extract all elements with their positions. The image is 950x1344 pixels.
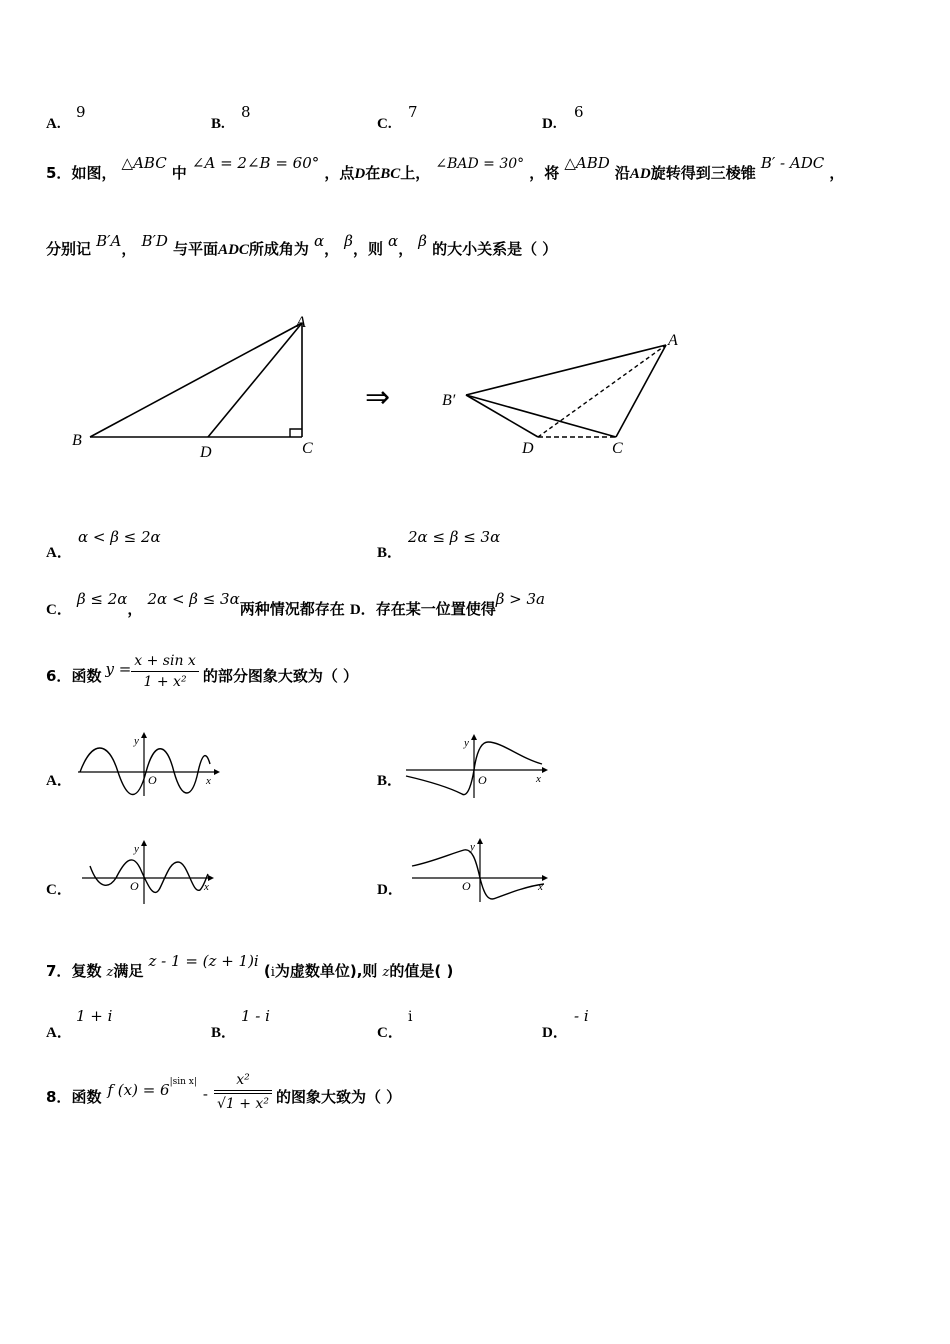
q4-option-d-label: D. bbox=[542, 116, 557, 132]
q5-option-a-label: A． bbox=[46, 545, 72, 561]
svg-text:y: y bbox=[470, 841, 475, 853]
svg-text:O: O bbox=[148, 773, 157, 787]
q6-number: 6． bbox=[46, 666, 72, 685]
q5-figure bbox=[60, 305, 700, 470]
q4-option-c-label: C. bbox=[377, 116, 392, 132]
svg-text:O: O bbox=[130, 879, 139, 893]
right-label-c: C bbox=[612, 440, 623, 457]
q4-option-b-value: 8 bbox=[241, 103, 251, 121]
svg-text:y: y bbox=[134, 735, 139, 747]
svg-text:O: O bbox=[462, 879, 471, 893]
q7-option-a-label: A． bbox=[46, 1025, 72, 1041]
svg-text:O: O bbox=[478, 773, 487, 787]
right-label-d: D bbox=[522, 440, 534, 457]
q5-figure-left bbox=[72, 314, 313, 461]
svg-text:y: y bbox=[134, 843, 139, 855]
q5-option-b: 2α ≤ β ≤ 3α bbox=[408, 528, 501, 546]
q6-fraction: $\frac{\text{x + sin x}}{\text{1 + x²}}$ bbox=[131, 653, 199, 690]
q6-graph-c-label: C． bbox=[46, 882, 72, 898]
q5-option-d-label: D． bbox=[349, 602, 376, 618]
q4-option-b-label: B. bbox=[211, 116, 225, 132]
q5-option-c-d-line: C． β ≤ 2α， 2α < β ≤ 3α两种情况都存在 D．存在某一位置使得β > 3a bbox=[46, 590, 545, 618]
left-label-a: A bbox=[296, 314, 306, 331]
q4-option-d-value: 6 bbox=[574, 103, 584, 121]
q7-number: 7． bbox=[46, 962, 72, 980]
q6-graph-b-label: B． bbox=[377, 773, 403, 789]
q5-option-b-label: B． bbox=[377, 545, 403, 561]
left-label-c: C bbox=[302, 440, 313, 457]
q6-stem: 6． 函数 y = $\frac{\text{x + sin x}}{\text{1 + x²}}$ 的部分图象大致为（ ） bbox=[46, 652, 359, 690]
q5-number: 5． bbox=[46, 164, 72, 182]
q6-graph-d-label: D． bbox=[377, 882, 403, 898]
left-label-b: B bbox=[72, 432, 82, 449]
right-label-b: B′ bbox=[442, 392, 456, 409]
q4-option-a-label: A. bbox=[46, 116, 61, 132]
svg-text:x: x bbox=[206, 775, 211, 787]
q7-option-b-label: B． bbox=[211, 1025, 237, 1041]
q4-option-a-value: 9 bbox=[76, 103, 86, 121]
q7-stem: 7．复数 z满足 z - 1 = (z + 1)i (i为虚数单位),则 z的值是( ) bbox=[46, 952, 454, 980]
q5-stem-line1: 5．如图， △ABC 中 ∠A = 2∠B = 60° ，点D在BC上， ∠BAD = 30° ，将 △ABD 沿AD旋转得到三棱锥 B′ - ADC ， bbox=[46, 154, 845, 182]
q7-option-c: i bbox=[408, 1009, 413, 1025]
q6-graph-c bbox=[78, 838, 228, 908]
svg-text:x: x bbox=[204, 881, 209, 893]
svg-text:x: x bbox=[536, 773, 541, 785]
q5-figure-right bbox=[442, 332, 678, 457]
q5-stem-line2: 分别记 B′A， B′D 与平面ADC所成角为 α， β，则 α， β 的大小关系是（ ） bbox=[46, 232, 558, 258]
q6-graph-a bbox=[74, 730, 224, 800]
q7-option-d-label: D． bbox=[542, 1025, 568, 1041]
q6-graph-a-label: A． bbox=[46, 773, 72, 789]
q5-option-c-label: C． bbox=[46, 602, 72, 618]
q8-stem: 8． 函数 f (x) = 6 |sin x| - $\frac{\text{x²}}{\text{√1 + x²}}$ 的图象大致为（ ） bbox=[46, 1072, 402, 1112]
transform-arrow-icon: ⇒ bbox=[365, 380, 391, 415]
q5-option-a: α < β ≤ 2α bbox=[78, 528, 161, 546]
q7-option-b: 1 - i bbox=[241, 1007, 270, 1025]
right-label-a: A bbox=[668, 332, 678, 349]
q4-option-c-value: 7 bbox=[408, 103, 418, 121]
q8-fraction: $\frac{\text{x²}}{\text{√1 + x²}}$ bbox=[214, 1072, 272, 1112]
svg-text:x: x bbox=[538, 881, 543, 893]
left-label-d: D bbox=[200, 444, 212, 461]
q6-graph-b bbox=[402, 732, 552, 802]
svg-text:y: y bbox=[464, 737, 469, 749]
q7-option-c-label: C． bbox=[377, 1025, 403, 1041]
q7-option-a: 1 + i bbox=[76, 1007, 113, 1025]
q6-graph-d bbox=[408, 836, 558, 906]
q8-sqrt-denominator: √1 + x² bbox=[214, 1093, 272, 1112]
q7-option-d: - i bbox=[574, 1007, 589, 1025]
q8-number: 8． bbox=[46, 1087, 72, 1106]
